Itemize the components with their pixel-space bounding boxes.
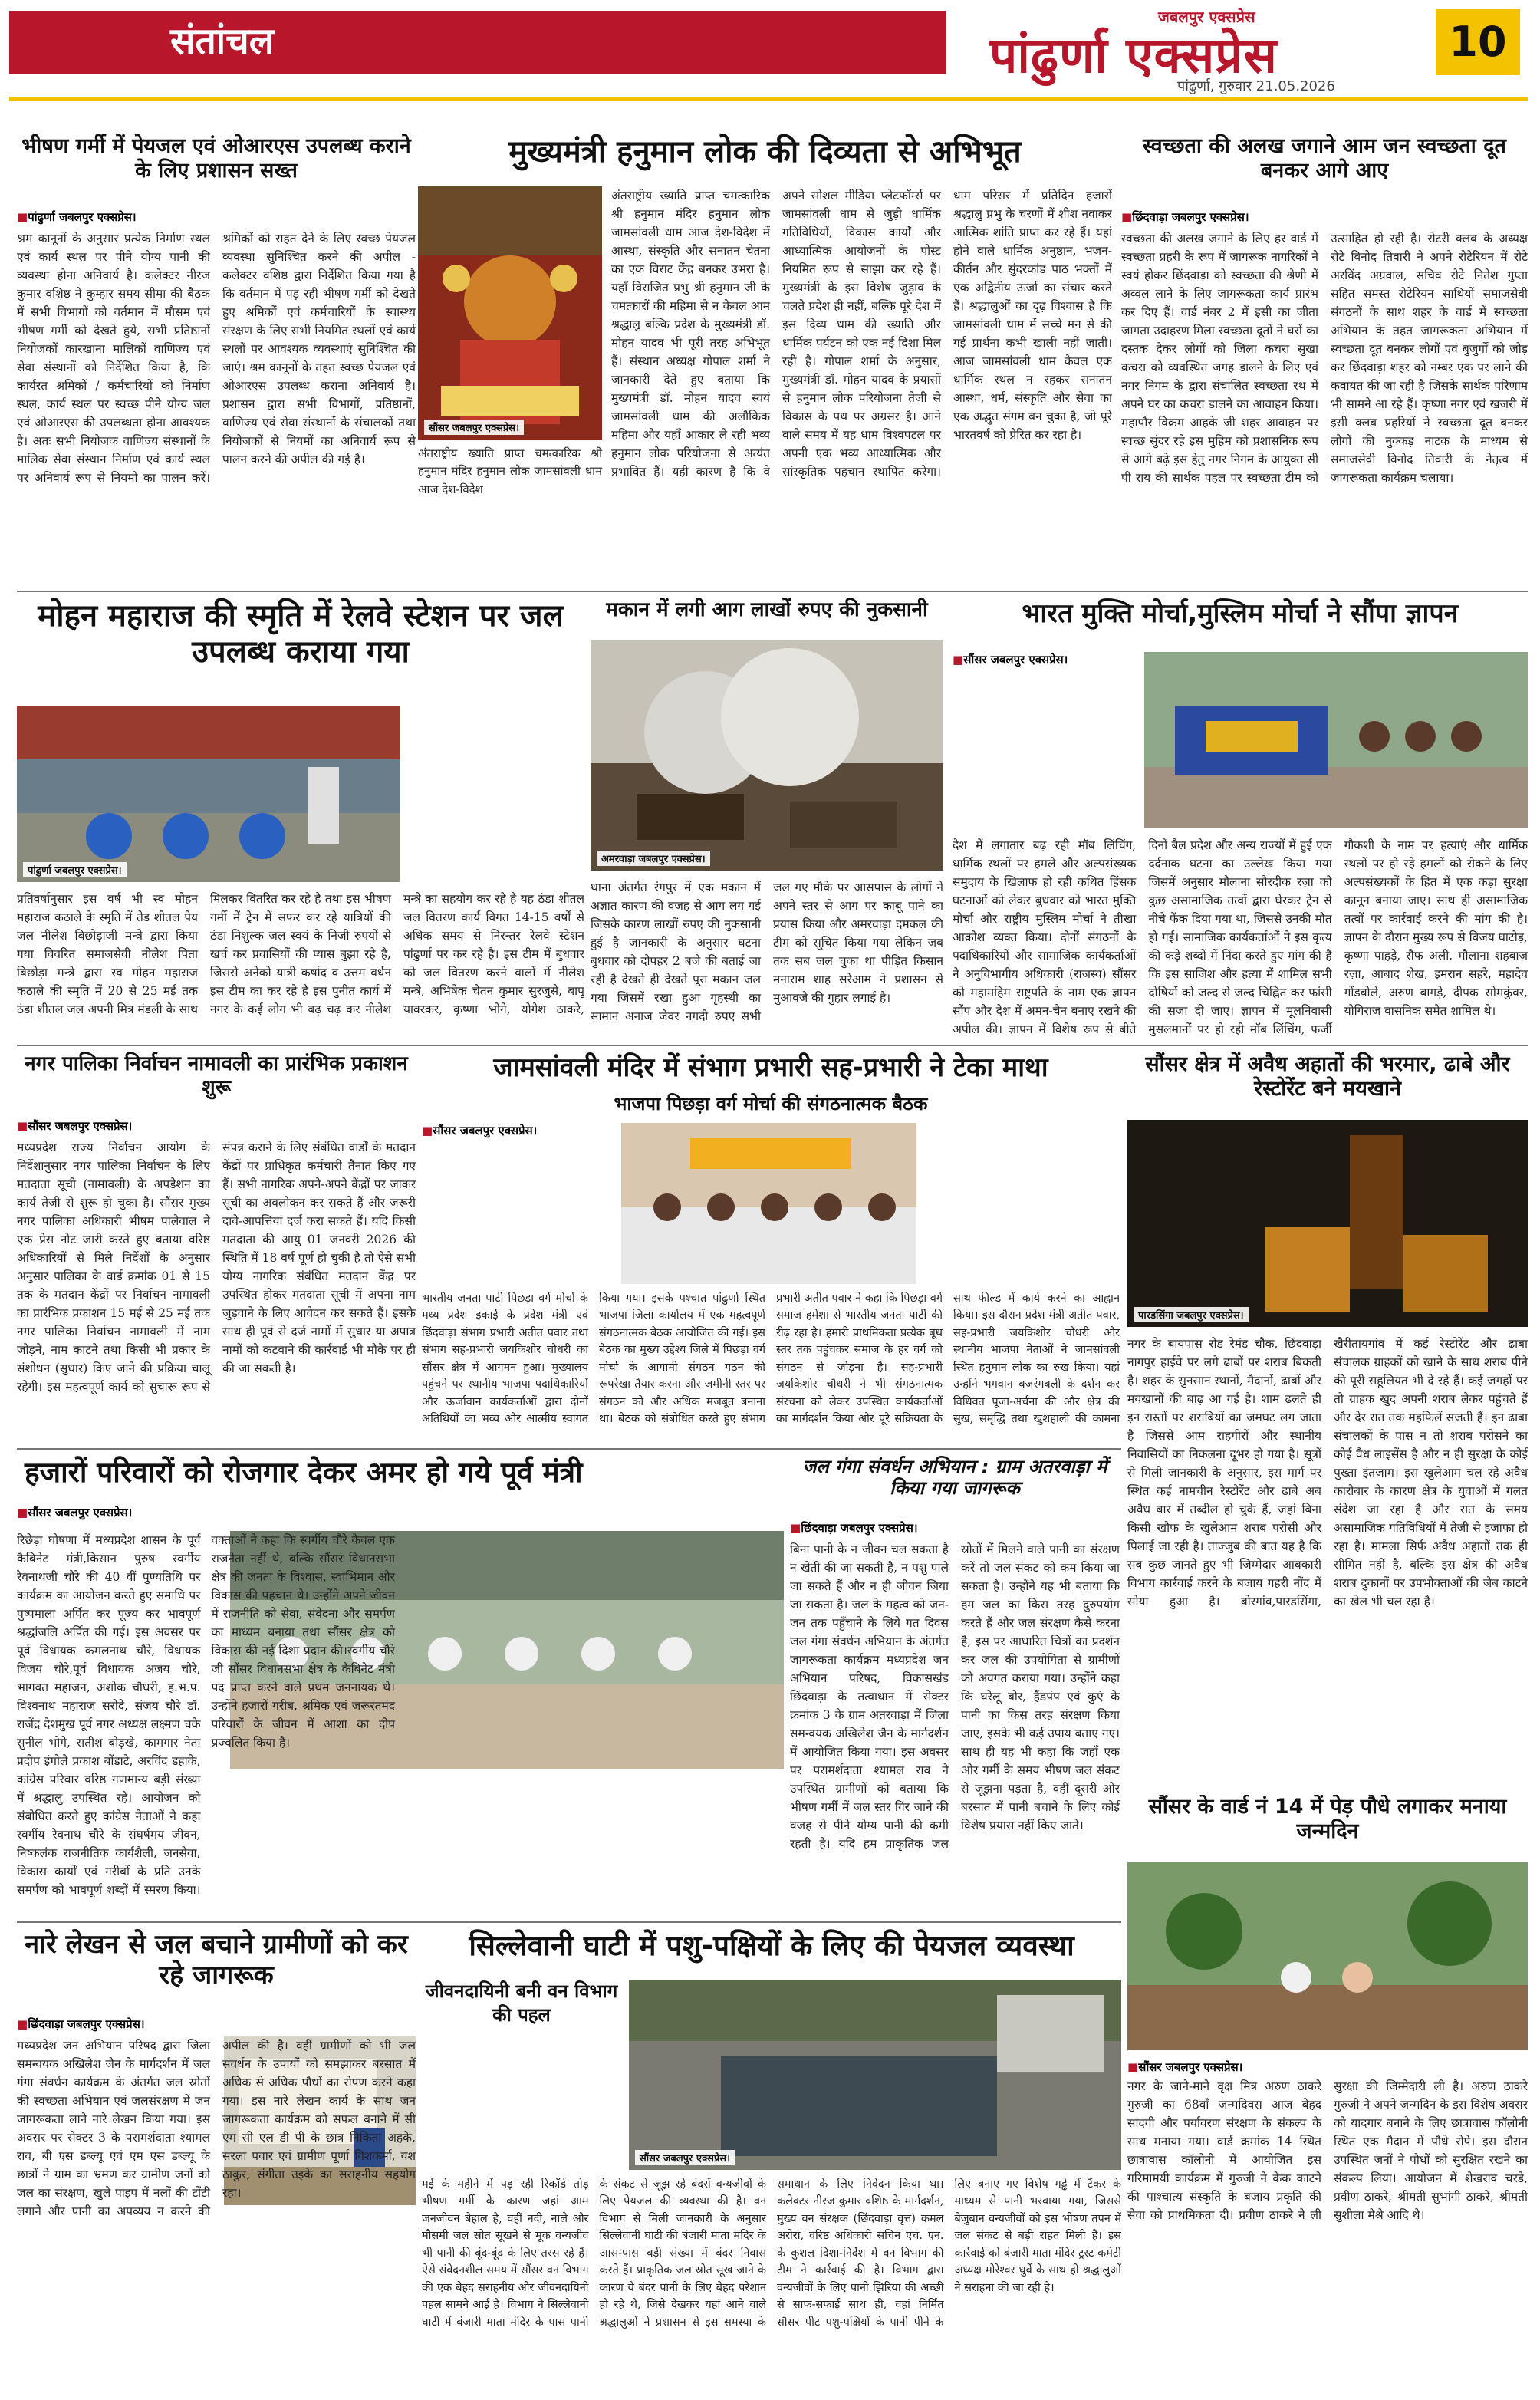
article-body: थाना अंतर्गत रंगपुर में एक मकान में अज्ञात कारण की वजह से आग लग गई जिसके कारण लाखों रुपए की नुकसानी हुई है जानकारी के अनुसार घटना बुधवार को दोपहर 2 बजे की बताई जा रही है देखते ही देखते पूरा मकान जल गया जिसमें रखा हुआ गृहस्थी का सामान अनाज जेवर नगदी रुपए सभी जल गए मौके पर आसपास के लोगों ने अपने स्तर से आग पर काबू पाने का प्रयास किया और अमरवाड़ा दमकल की टीम को सूचित किया गया लेकिन जब तक सब जल चुका था पीड़ित किसान मनाराम शाह सरेआम ने प्रशासन से मुआवजे की गुहार लगाई है। [591,881,943,1024]
hanuman-idol-image [418,186,602,440]
forest-water-photo [629,1980,1121,2170]
dateline: ■ छिंदवाड़ा जबलपुर एक्सप्रेस। [17,2016,416,2032]
article-railway-water [17,598,584,1039]
headline: हजारों परिवारों को रोजगार देकर अमर हो गये पूर्व मंत्री [25,1456,583,1489]
newspaper-logo [966,6,1426,94]
section-bar [9,11,946,74]
protest-group-image [1144,652,1528,828]
article-body: रिछेड़ा घोषणा में मध्यप्रदेश शासन के पूर्व कैबिनेट मंत्री,किसान पुरुष स्वर्गीय रेवनाथजी चौरे की 40 वीं पुण्यतिथि पर कार्यक्रम का आयोजन करते हुए समाधि पर पुष्पमाला अर्पित कर पूज्य कर भावपूर्ण श्रद्धांजलि अर्पित की गई। इस अवसर पर पूर्व विधायक कमलनाथ चौरे, विधायक विजय चौरे,पूर्व विधायक अजय चौरे, भागवत महाजन, अशोक चौधरी, ह.भ.प. विश्वनाथ महाराज सरोदे, संजय चौरे डॉ. राजेंद्र देशमुख पूर्व नगर अध्यक्ष लक्ष्मण चके सुनील भोगे, सतीश बोड़खे, कामगार नेता प्रदीप इंगोले प्रकाश बोंडाटे, अरविंद डहाके, कांग्रेस परिवार वरिष्ठ गणमान्य बड़ी संख्या में श्रद्धालु उपस्थित रहे। आयोजन को संबोधित करते हुए कांग्रेस नेताओं ने कहा स्वर्गीय रेवनाथ चौरे के संघर्षमय जीवन, निष्कलंक राजनीतिक कार्यशैली, जनसेवा, विकास कार्यों एवं गरीबों के प्रति उनके समर्पण को भावपूर्ण शब्दों में स्मरण किया। वक्ताओं ने कहा कि स्वर्गीय चौरे केवल एक राजनेता नहीं थे, बल्कि सौंसर विधानसभा क्षेत्र की जनता के विश्वास, स्वाभिमान और विकास की पहचान थे। उन्होंने अपने जीवन में राजनीति को सेवा, संवेदना और समर्पण का माध्यम बनाया तथा सौंसर क्षेत्र को विकास की नई दिशा प्रदान की।स्वर्गीय चौरे जी सौंसर विधानसभा क्षेत्र के कैबिनेट मंत्री पद प्राप्त करने वाले प्रथम जननायक थे। उन्होंने हजारों गरीब, श्रमिक एवं जरूरतमंद परिवारों के जीवन में आशा का दीप प्रज्वलित किया है। [17,1533,395,1898]
photo-caption: अमरवाड़ा जबलपुर एक्सप्रेस। [597,851,710,866]
plantation-photo [1127,1862,1528,2050]
paper-name: पांढुर्णा एक्सप्रेस [989,28,1278,84]
article-drinking-water [17,134,416,583]
masthead [0,0,1540,130]
header-rule [9,97,1528,101]
photo-caption: सौंसर जबलपुर एक्सप्रेस। [635,2150,735,2165]
photo-caption: सौंसर जबलपुर एक्सप्रेस। [424,420,524,435]
article-birthday-trees [1127,1795,1528,2393]
page-number: 10 [1436,9,1520,75]
article-sillewani-water [422,1929,1121,2393]
temple-photo [418,186,602,440]
headline: मकान में लगी आग लाखों रुपए की नुकसानी [606,598,928,621]
headline: जल गंगा संवर्धन अभियान : ग्राम अतरवाड़ा में किया गया जागरूक [802,1456,1107,1500]
article-body: नगर के बायपास रोड रेमंड चौक, छिंदवाड़ा नागपुर हाईवे पर लगे ढाबों पर शराब बिकती है। शहर के सुनसान स्थानों, मैदानों, ढाबों और मयखानों की बाढ़ आ गई है। शाम ढलते ही इन रास्तों पर शराबियों का जमघट लग जाता है जिससे आम राहगीरों और स्थानीय निवासियों का निकलना दूभर हो गया है। सूत्रों से मिली जानकारी के अनुसार, इस मार्ग पर स्थित कई नामचीन रेस्टोरेंट और ढाबे अब अवैध बार में तब्दील हो चुके हैं, जहां बिना किसी खौफ के खुलेआम शराब परोसी और पिलाई जा रही है। ताज्जुब की बात यह है कि सब कुछ जानते हुए भी जिम्मेदार आबकारी विभाग कार्रवाई करने के बजाय गहरी नींद में सोया हुआ है। बोरगांव,पारडसिंगा, खैरीतायगांव में कई रेस्टोरेंट और ढाबा संचालक ग्राहकों को खाने के साथ शराब पीने की पूरी सहूलियत भी दे रहे हैं। कई जगहों पर तो ग्राहक खुद अपनी शराब लेकर पहुंचते हैं और देर रात तक महफिलें सजती हैं। इन ढाबा संचालकों के पास न तो शराब परोसने का कोई वैध लाइसेंस है और न ही सुरक्षा के कोई पुख्ता इंतजाम। इस खुलेआम चल रहे अवैध कारोबार के कारण क्षेत्र के युवाओं में गलत संदेश जा रहा है और रात के समय असामाजिक गतिविधियों में तेजी से इजाफा हो रहा है। मामला सिर्फ अवैध अहातों तक ही सीमित नहीं है, बल्कि इस क्षेत्र की अवैध शराब दुकानों पर उपभोक्ताओं की जेब काटने का खेल भी चल रहा है। [1127,1337,1528,1609]
headline: मुख्यमंत्री हनुमान लोक की दिव्यता से अभिभूत [508,134,1022,170]
article-jamsawli-bjp [422,1052,1120,1444]
fire-photo [591,640,943,871]
article-body: मध्यप्रदेश जन अभियान परिषद द्वारा जिला समन्वयक अखिलेश जैन के मार्गदर्शन में जल गंगा संवर्धन कार्यक्रम के अंतर्गत जल स्रोतों की स्वच्छता अभियान एवं जलसंरक्षण में जन जागरूकता लाने नारे लेखन किया गया। इस अवसर पर सेक्टर 3 के परामर्शदाता श्यामल राव, बी एस डब्ल्यू एवं एम एस डब्ल्यू के छात्रों ने ग्राम का भ्रमण कर ग्रामीण जनों को जल का संरक्षण, खुले पाइप में नलों की टोंटी लगाने और पानी का अपव्यय न करने की अपील की है। वहीं ग्रामीणों को भी जल संवर्धन के उपायों को समझाकर बरसात में अधिक से अधिक पौधों का रोपण करने कहा गया। इस नारे लेखन कार्य के साथ जन जागरूकता कार्यक्रम को सफल बनाने में सी एम सी एल डी पी के छात्र निकिता अहके, सरला पवार एवं ग्रामीण पूर्णा विशकर्मा, यश ठाकुर, संगीता उइके का सराहनीय सहयोग रहा। [17,2039,416,2219]
whisky-glass-image [1127,1120,1528,1327]
dateline: ■ छिंदवाड़ा जबलपुर एक्सप्रेस। [790,1520,1120,1536]
subheadline: भाजपा पिछड़ा वर्ग मोर्चा की संगठनात्मक बैठक [614,1093,928,1114]
dateline: ■ सौंसर जबलपुर एक्सप्रेस। [953,652,1137,667]
article-body: देश में लगातार बढ़ रही मॉब लिंचिंग, धार्मिक स्थलों पर हमले और अल्पसंख्यक समुदाय के खिलाफ हो रही कथित हिंसक घटनाओं को लेकर बुधवार को भारत मुक्ति मोर्चा और राष्ट्रीय मुस्लिम मोर्चा ने तीखा आक्रोश व्यक्त किया। दोनों संगठनों के पदाधिकारियों और सामाजिक कार्यकर्ताओं ने अनुविभागीय अधिकारी (राजस्व) सौंसर को महामहिम राष्ट्रपति के नाम एक ज्ञापन सौंप और देश में अमन-चैन बनाए रखने की अपील की। ज्ञापन में विशेष रूप से बीते दिनों बैल प्रदेश और अन्य राज्यों में हुई एक दर्दनाक घटना का उल्लेख किया गया जिसमें अनुसार मौलाना सौरदीक रज़ा को कुछ असामाजिक तत्वों द्वारा घेरकर ट्रेन से नीचे फेंक दिया गया था, जिससे उनकी मौत हो गई। सामाजिक कार्यकर्ताओं ने इस कृत्य की कड़े शब्दों में निंदा करते हुए मांग की है कि इस साजिश और हत्या में शामिल सभी दोषियों को जल्द से जल्द चिह्नित कर फांसी की सजा दी जाए। ज्ञापन में मूलनिवासी मुसलमानों पर हो रही मॉब लिंचिंग, फर्जी गौकशी के नाम पर हत्याएं और धार्मिक स्थलों पर हो रहे हमलों को रोकने के लिए अल्पसंख्यकों के हित में एक कड़ा सुरक्षा कानून बनाया जाए। साथ ही असामाजिक तत्वों पर कार्रवाई करने की मांग की है। ज्ञापन के दौरान मुख्य रूप से विजय घाटोड़, कृष्णा पाहड़े, सैफ अली, मौलाना शहबाज़ रज़ा, आबाद शेख, इमरान सहरे, महादेव गोंडबोले, अरुण बागड़े, दीपक सोमकुंवर, योगिराज वासनिक समेत शामिल थे। [953,838,1528,1037]
dateline: ■ सौंसर जबलपुर एक्सप्रेस। [17,1118,416,1134]
dateline: ■ पांढुर्णा जबलपुर एक्सप्रेस। [17,209,416,225]
article-house-fire [591,598,943,1039]
memorandum-photo [1144,652,1528,828]
article-memorandum [953,598,1528,1039]
headline: स्वच्छता की अलख जगाने आम जन स्वच्छता दूत बनकर आगे आए [1143,134,1506,183]
headline: मोहन महाराज की स्मृति में रेलवे स्टेशन पर जल उपलब्ध कराया गया [38,598,564,670]
article-body: प्रतिवर्षानुसार इस वर्ष भी स्व मोहन महाराज कठाले के स्मृति में तेड शीतल पेय जल नीलेश बिछोड़ाजी मन्त्रे द्वारा किया गया विवरित समाजसेवी नीलेश पिता बिछोड़ा मन्त्रे द्वारा स्व मोहन महाराज कठाले की स्मृति में 20 से 25 मई तक ठंडा शीतल जल अपनी मित्र मंडली के साथ मिलकर वितरित कर रहे है तथा इस भीषण गर्मी में ट्रेन में सफर कर रहे यात्रियों की ठंडा निशुल्क जल स्वयं के निजी रुपयों से खर्च कर प्रवासियों की प्यास बुझा रहे है, जिससे अनेको यात्री कर्षाद व उत्तम वर्धन इस टीम का कर रहे है इस पुनीत कार्य में नगर के कई लोग भी बढ़ चढ़ कर नीलेश मन्त्रे का सहयोग कर रहे है यह ठंडा शीतल जल वितरण कार्य विगत 14-15 वर्षों से अधिक समय से निरन्तर रेलवे स्टेशन पांढुर्णा पर कर रहे है। इस टीम में बुधवार को जल वितरण करने वालों में नीलेश मन्त्रे, अभिषेक चेतन कुमार सुरजुसे, बापू यावरकर, कृष्णा भोगे, योगेश ठाकरे, [17,892,584,1017]
article-voter-list [17,1052,416,1444]
article-cleanliness [1121,134,1528,583]
divider [17,1921,1121,1923]
liquor-photo [1127,1120,1528,1327]
dateline: ■ सौंसर जबलपुर एक्सप्रेस। [1127,2059,1242,2075]
photo-caption: पांढुर्णा जबलपुर एक्सप्रेस। [23,862,127,877]
headline: नगर पालिका निर्वाचन नामावली का प्रारंभिक प्रकाशन शुरू [25,1052,408,1099]
article-hanuman-lok [418,134,1112,583]
subheadline: जीवनदायिनी बनी वन विभाग की पहल [425,1980,618,2026]
headline: सौंसर के वार्ड नं 14 में पेड़ पौधे लगाकर मनाया जन्मदिन [1148,1795,1507,1843]
divider [17,591,1528,592]
tree-planting-image [1127,1862,1528,2050]
dateline: ■ छिंदवाड़ा जबलपुर एक्सप्रेस। [1121,209,1528,225]
article-body: स्वच्छता की अलख जगाने के लिए हर वार्ड में स्वच्छता प्रहरी के रूप में जागरूक नागरिकों ने स्वयं होकर छिंदवाड़ा को स्वच्छता की श्रेणी में अव्वल लाने के लिए जागरूकता कार्य प्रारंभ कर दिए हैं। वार्ड नंबर 2 में इसी का जीता जागता उदाहरण मिला स्वच्छता दूतों ने घरों का दस्तक देकर लोगों को जिला कचरा सुखा कचरा को व्यवस्थित जगह डालने के लिए एवं नगर निगम के द्वारा संचालित स्वच्छता रथ में अपने घर का कचरा डालने का आवाहन किया। महापौर विक्रम आहके जी शहर आवाहन पर स्वच्छ सुंदर रहे इस मुहिम को प्रशासनिक रूप से आगे बढ़े इस हेतु नगर निगम के आयुक्त सी पी राय की सार्थक पहल पर स्वच्छता टीम को उत्साहित हो रही है। रोटरी क्लब के अध्यक्ष रोटे विनोद तिवारी ने अपने रोटेरियन में रोटे अरविंद अग्रवाल, सचिव रोटे नितेश गुप्ता सहित समस्त रोटेरियन साथियों समाजसेवी संगठनों के साथ शहर के वार्ड में स्वच्छता अभियान के तहत जागरूकता अभियान में स्वच्छता दूत बनकर लोगों एवं बुजुर्गों को जोड़ कर छिंदवाड़ा शहर को नम्बर एक पर लाने की कवायत की जा रही है जिसके सार्थक परिणाम भी सामने आ रहे हैं। कृष्णा नगर एवं खजरी में इसी क्लब प्रहरियों ने स्वच्छता दूत बनकर लोगों की नुक्कड़ नाटक के माध्यम से समाजसेवी विनोद तिवारी के नेतृत्व में जागरूकता कार्यक्रम चलाया। [1121,232,1528,486]
bjp-meeting-photo [621,1123,916,1284]
bjp-group-image [621,1123,916,1284]
divider [17,1448,1121,1450]
article-body: मई के महीने में पड़ रही रिकॉर्ड तोड़ भीषण गर्मी के कारण जहां आम जनजीवन बेहाल है, वहीं नदी, नाले और मौसमी जल स्रोत सूखने से मूक वन्यजीव भी पानी की बूंद-बूंद के लिए तरस रहे हैं। ऐसे संवेदनशील समय में सौंसर वन विभाग की एक बेहद सराहनीय और जीवनदायिनी पहल सामने आई है। विभाग ने सिल्लेवानी घाटी में बंजारी माता मंदिर के पास पानी के संकट से जूझ रहे बंदरों वन्यजीवों के लिए पेयजल की व्यवस्था की है। वन विभाग से मिली जानकारी के अनुसार सिल्लेवानी घाटी की बंजारी माता मंदिर के आस-पास बड़ी संख्या में बंदर निवास करते हैं। प्राकृतिक जल स्रोत सूख जाने के कारण ये बंदर पानी के लिए बेहद परेशान हो रहे थे, जिसे देखकर यहां आने वाले श्रद्धालुओं ने प्रशासन से इस समस्या के समाधान के लिए निवेदन किया था। कलेक्टर नीरज कुमार वशिष्ठ के मार्गदर्शन, मुख्य वन संरक्षक (छिंदवाड़ा वृत्त) कमल अरोरा, वरिष्ठ अधिकारी सचिन एच. एन. के कुशल दिशा-निर्देश में वन विभाग की टीम ने कार्रवाई की है। विभाग द्वारा वन्यजीवों के लिए पानी झिरिया की अच्छी से साफ-सफाई साथ ही, वहां निर्मित सौसर पीट पशु-पक्षियों के पानी पीने के लिए बनाए गए विशेष गड्ढे में टैंकर के माध्यम से पानी भरवाया गया, जिससे बेजुबान वन्यजीवों को इस भीषण तपन में जल संकट से बड़ी राहत मिली है। इस कार्रवाई को बंजारी माता मंदिर ट्रस्ट कमेटी अध्यक्ष मोरेश्वर धुर्वे के साथ ही श्रद्धालुओं ने सराहना की जा रही है। [422,2178,1121,2329]
article-illegal-bars [1127,1052,1528,1789]
issue-date: पांढुर्णा, गुरुवार 21.05.2026 [1177,78,1335,94]
headline: जामसांवली मंदिर में संभाग प्रभारी सह-प्रभारी ने टेका माथा [493,1052,1048,1083]
dateline: ■ सौंसर जबलपुर एक्सप्रेस। [422,1123,614,1138]
article-body: बिना पानी के न जीवन चल सकता है न खेती की जा सकती है, न पशु पाले जा सकते हैं और न ही जीवन जिया जा सकता है। जल के महत्व को जन-जन तक पहुँचाने के लिये गत दिवस जल गंगा संवर्धन अभियान के अंतर्गत जागरूकता कार्यक्रम मध्यप्रदेश जन अभियान परिषद, विकासखंड छिंदवाड़ा के तत्वाधान में सेक्टर क्रमांक 3 के ग्राम अतरवाड़ा में जिला समन्वयक अखिलेश जैन के मार्गदर्शन में आयोजित किया गया। इस अवसर पर परामर्शदाता श्यामल राव ने उपस्थित ग्रामीणों को बताया कि भीषण गर्मी में जल स्तर गिर जाने की वजह से पीने योग्य पानी की कमी रहती है। यदि हम प्राकृतिक जल स्रोतों में मिलने वाले पानी का संरक्षण करें तो जल संकट को कम किया जा सकता है। उन्होंने यह भी बताया कि हम जल का किस तरह दुरुपयोग करते हैं और जल संरक्षण कैसे करना है, इस पर आधारित चित्रों का प्रदर्शन कर जल की उपयोगिता से ग्रामीणों को अवगत कराया गया। उन्होंने कहा कि घरेलू बोर, हैंडपंप एवं कुएं के पानी का किस तरह संरक्षण किया जाए, इसके भी कई उपाय बताए गए। साथ ही यह भी कहा कि जहाँ एक ओर गर्मी के समय भीषण जल संकट से जूझना पड़ता है, वहीं दूसरी ओर बरसात में पानी बचाने के लिए कोई विशेष प्रयास नहीं किए जाते। [790,1542,1120,1852]
headline: नारे लेखन से जल बचाने ग्रामीणों को कर रहे जागरूक [25,1929,408,1991]
article-slogan-writing [17,1929,416,2393]
burning-house-image [591,640,943,871]
article-body: भारतीय जनता पार्टी पिछड़ा वर्ग मोर्चा के मध्य प्रदेश इकाई के प्रदेश मंत्री एवं छिंदवाड़ा संभाग प्रभारी अतीत पवार तथा संभाग सह-प्रभारी जयकिशोर चौधरी का सौंसर क्षेत्र में आगमन हुआ। मुख्यालय पहुंचने पर स्थानीय भाजपा पदाधिकारियों और ऊर्जावान कार्यकर्ताओं द्वारा दोनों अतिथियों का भव्य और आत्मीय स्वागत किया गया। इसके पश्चात पांढुर्णा स्थित भाजपा जिला कार्यालय में एक महत्वपूर्ण संगठनात्मक बैठक आयोजित की गई। इस बैठक का मुख्य उद्देश्य जिले में पिछड़ा वर्ग मोर्चा के आगामी संगठन गठन की रूपरेखा तैयार करना और जमीनी स्तर पर संगठन को और अधिक मजबूत बनाना था। बैठक को संबोधित करते हुए संभाग प्रभारी अतीत पवार ने कहा कि पिछड़ा वर्ग समाज हमेशा से भारतीय जनता पार्टी की रीढ़ रहा है। हमारी प्राथमिकता प्रत्येक बूथ स्तर तक पहुंचकर समाज के हर वर्ग को संगठन से जोड़ना है। सह-प्रभारी जयकिशोर चौधरी ने भी संगठनात्मक संरचना को लेकर उपस्थित कार्यकर्ताओं का मार्गदर्शन किया और पूरे सक्रियता के साथ फील्ड में कार्य करने का आह्वान किया। इस दौरान प्रदेश मंत्री अतीत पवार, सह-प्रभारी जयकिशोर चौधरी और स्थानीय भाजपा नेताओं ने जामसांवली स्थित हनुमान लोक का रुख किया। यहां उन्होंने भगवान बजरंगबली के दर्शन कर विधिवत पूजा-अर्चना की और क्षेत्र की सुख, समृद्धि तथा खुशहाली की कामना [422,1292,1120,1426]
headline: भीषण गर्मी में पेयजल एवं ओआरएस उपलब्ध कराने के लिए प्रशासन सख्त [21,134,411,183]
article-body: नगर के जाने-माने वृक्ष मित्र अरुण ठाकरे गुरुजी का 68वाँ जन्मदिवस आज बेहद सादगी और पर्यावरण संरक्षण के संकल्प के साथ मनाया गया। वार्ड क्रमांक 14 स्थित छात्रावास कॉलोनी में आयोजित इस गरिमामयी कार्यक्रम में गुरुजी ने केक काटने की पाश्चात्य संस्कृति के बजाय प्रकृति की सेवा को प्राथमिकता दी। प्रवीण ठाकरे ने ली सुरक्षा की जिम्मेदारी ली है। अरुण ठाकरे गुरुजी ने अपने जन्मदिन के इस विशेष अवसर को यादगार बनाने के लिए छात्रावास कॉलोनी स्थित एक मैदान में पौधे रोपे। इस दौरान उपस्थित जनों ने पौधों को सुरक्षित रखने का संकल्प लिया। आयोजन में शेखराव चरडे, प्रवीण ठाकरे, श्रीमती सुभांगी ठाकरे, श्रीमती सुशीला मेश्रे आदि थे। [1127,2079,1528,2223]
article-former-minister [17,1456,784,1916]
water-pit-image [629,1980,1121,2170]
paper-subtitle: जबलपुर एक्सप्रेस [1158,8,1255,26]
photo-caption: पारडसिंगा जबलपुर एक्सप्रेस। [1134,1307,1249,1322]
headline: सिल्लेवानी घाटी में पशु-पक्षियों के लिए की पेयजल व्यवस्था [469,1929,1074,1962]
railway-photo [17,706,400,882]
article-body-lead: अंतराष्ट्रीय ख्याति प्राप्त चमत्कारिक श्री हनुमान मंदिर हनुमान लोक जामसांवली धाम आज देश-विदेश [418,446,602,496]
headline: सौंसर क्षेत्र में अवैध अहातों की भरमार, ढाबे और रेस्टोरेंट बने मयखाने [1145,1052,1510,1101]
article-water-awareness [790,1456,1120,1916]
divider [17,1045,1528,1046]
railway-station-image [17,706,400,882]
section-title: संतांचल [170,20,275,63]
dateline: ■ सौंसर जबलपुर एक्सप्रेस। [17,1505,784,1520]
article-body: श्रम कानूनों के अनुसार प्रत्येक निर्माण स्थल एवं कार्य स्थल पर पीने योग्य पानी की व्यवस्था होना अनिवार्य है। कलेक्टर नीरज कुमार वशिष्ठ ने कुम्हार समय सीमा की बैठक में सभी विभागों को वर्तमान में मौसम एवं भीषण गर्मी को देखते हुये, सभी प्रतिष्ठानों नियोजकों कारखाना मालिकों वाणिज्य एवं सेवा संस्थानों को निर्देशित किया है, कि कार्यरत श्रमिकों / कर्मचारियों को निर्माण स्थल, कार्य स्थल पर स्वच्छ पीने योग्य जल एवं ओआरएस की उपलब्धता होना आवश्यक है। अतः सभी नियोजक वाणिज्य संस्थानों के मालिक सेवा संस्थान निर्माण एवं कार्य स्थल पर अनिवार्य रूप से नियमों का पालन करें। श्रमिकों को राहत देने के लिए स्वच्छ पेयजल व्यवस्था सुनिश्चित करने की अपील - कलेक्टर वशिष्ठ द्वारा निर्देशित किया गया है कि वर्तमान में पड़ रही भीषण गर्मी को देखते हुए श्रमिकों एवं कर्मचारियों के स्वास्थ्य संरक्षण के लिए सभी नियमित स्थलों एवं कार्य स्थलों पर आवश्यक व्यवस्थाएं सुनिश्चित की जाएं। श्रम कानूनों के तहत स्वच्छ पेयजल एवं ओआरएस उपलब्ध कराना अनिवार्य है। प्रशासन द्वारा सभी विभागों, प्रतिष्ठानों, वाणिज्य एवं सेवा संस्थानों के संचालकों तथा नियोजकों से नियमों का अनिवार्य रूप से पालन करने की अपील की गई है। [17,232,416,486]
article-body: अंतराष्ट्रीय ख्याति प्राप्त चमत्कारिक श्री हनुमान मंदिर हनुमान लोक जामसांवली धाम आज देश-विदेश में आस्था, संस्कृति और सनातन चेतना का एक विराट केंद्र बनकर उभरा है। यहाँ विराजित प्रभु श्री हनुमान जी के चमत्कारों की महिमा से न केवल आम श्रद्धालु बल्कि प्रदेश के मुख्यमंत्री डॉ. मोहन यादव भी पूरी तरह अभिभूत हैं। संस्थान अध्यक्ष गोपाल शर्मा ने जानकारी देते हुए बताया कि मुख्यमंत्री डॉ. मोहन यादव स्वयं जामसांवली धाम की अलौकिक महिमा और यहाँ आकार ले रही भव्य हनुमान लोक परियोजना से अत्यंत प्रभावित हैं। यही कारण है कि वे अपने सोशल मीडिया प्लेटफॉर्म्स पर जामसांवली धाम से जुड़ी धार्मिक गतिविधियों, विकास कार्यों और आध्यात्मिक आयोजनों के पोस्ट नियमित रूप से साझा कर रहे हैं। मुख्यमंत्री के इस विशेष जुड़ाव के चलते प्रदेश ही नहीं, बल्कि पूरे देश में इस दिव्य धाम की ख्याति और धार्मिक पर्यटन को एक नई दिशा मिल रही है। गोपाल शर्मा के अनुसार, मुख्यमंत्री डॉ. मोहन यादव के प्रयासों से हनुमान लोक परियोजना तेजी से विकास के पथ पर अग्रसर है। आने वाले समय में यह धाम विश्वपटल पर अपनी एक भव्य आध्यात्मिक और सांस्कृतिक पहचान स्थापित करेगा। धाम परिसर में प्रतिदिन हजारों श्रद्धालु प्रभु के चरणों में शीश नवाकर आत्मिक शांति प्राप्त कर रहे हैं। यहां होने वाले धार्मिक अनुष्ठान, भजन-कीर्तन और सुंदरकांड पाठ भक्तों में एक अद्वितीय ऊर्जा का संचार करते हैं। श्रद्धालुओं का दृढ़ विश्वास है कि जामसांवली धाम में सच्चे मन से की गई प्रार्थना कभी खाली नहीं जाती। आज जामसांवली धाम केवल एक धार्मिक स्थल न रहकर सनातन आस्था, धर्म, संस्कृति और सेवा का एक अद्भुत संगम बन चुका है, जो पूरे भारतवर्ष को प्रेरित कर रहा है। [611,189,1112,479]
article-body: मध्यप्रदेश राज्य निर्वाचन आयोग के निर्देशानुसार नगर पालिका निर्वाचन के लिए मतदाता सूची (नामावली) के अपडेशन का कार्य तेजी से शुरू हो चुका है। सौंसर मुख्य नगर पालिका अधिकारी भीषम पालेवाल ने एक प्रेस नोट जारी करते हुए बताया वरिष्ठ अधिकारियों से मिले निर्देशों के अनुसार अनुसार पालिका के वार्ड क्रमांक 01 से 15 तक के मतदान केंद्रों पर निर्वाचन नामावली का प्रारंभिक प्रकाशन 15 मई से 25 मई तक नगर पालिका निर्वाचन नामावली में नाम जोड़ने, नाम काटने तथा किसी भी प्रकार के संशोधन (सुधार) किए जाने की प्रक्रिया चालू रहेगी। इस महत्वपूर्ण कार्य को सुचारू रूप से संपन्न कराने के लिए संबंधित वार्डों के मतदान केंद्रों पर प्राधिकृत कर्मचारी तैनात किए गए हैं। सभी नागरिक अपने-अपने केंद्रों पर जाकर सूची का अवलोकन कर सकते हैं और जरूरी दावे-आपत्तियां दर्ज करा सकते हैं। यदि किसी मतदाता की आयु 01 जनवरी 2026 की स्थिति में 18 वर्ष पूर्ण हो चुकी है तो ऐसे सभी योग्य नागरिक संबंधित मतदान केंद्र पर उपस्थित होकर मतदाता सूची में अपना नाम जुड़वाने के लिए आवेदन कर सकते हैं। इसके साथ ही पूर्व से दर्ज नामों में सुधार या अपात्र नामों को कटवाने की कार्रवाई भी मौके पर ही की जा सकती है। [17,1141,416,1394]
headline: भारत मुक्ति मोर्चा,मुस्लिम मोर्चा ने सौंपा ज्ञापन [1022,598,1459,629]
